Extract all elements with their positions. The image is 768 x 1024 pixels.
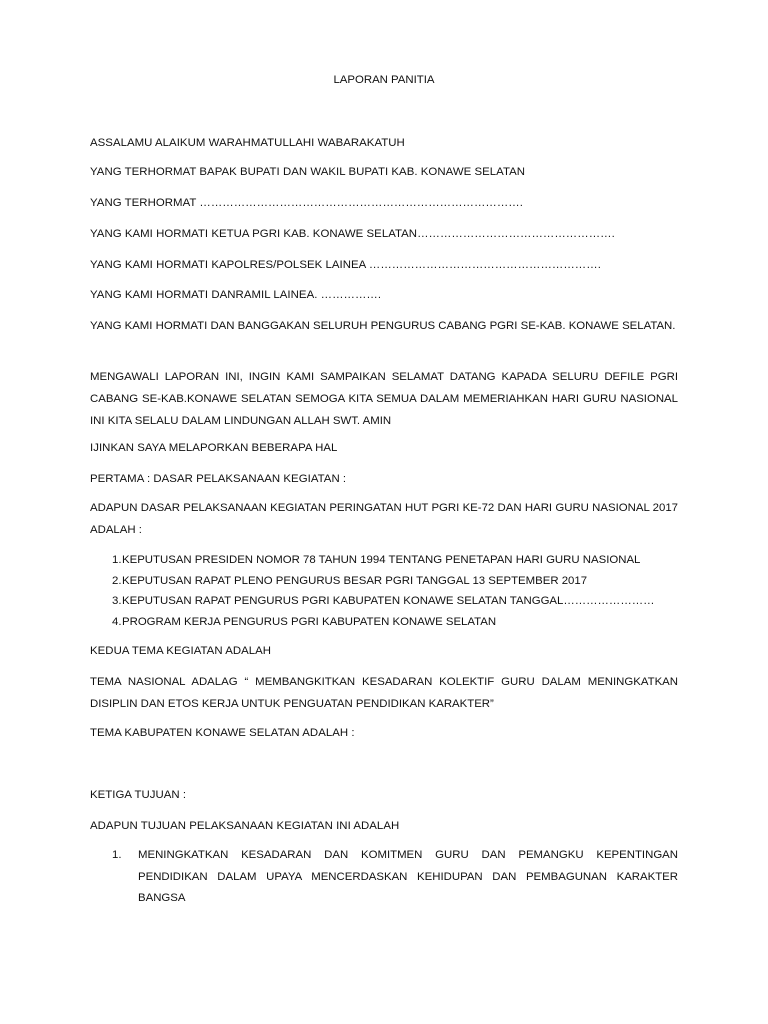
- list-item: [90, 594, 678, 608]
- list-item: [90, 553, 678, 567]
- opening-paragraph: MENGAWALI LAPORAN INI, INGIN KAMI SAMPAIKAN SELAMAT DATANG KAPADA SELURU DEFILE PGRI CABANG SE-KAB.KONAWE SELATAN SEMOGA KITA SEMUA DALAM MEMERIAHKAN HARI GURU NASIONAL INI KITA SELALU DALAM LINDUNGAN ALLAH SWT. AMIN: [90, 371, 678, 427]
- list-item-text: KEPUTUSAN RAPAT PENGURUS PGRI KABUPATEN KONAWE SELATAN TANGGAL……………………: [122, 595, 655, 608]
- permission-line: IJINKAN SAYA MELAPORKAN BEBERAPA HAL: [90, 442, 338, 454]
- list-item-text: KEPUTUSAN PRESIDEN NOMOR 78 TAHUN 1994 TENTANG PENETAPAN HARI GURU NASIONAL: [122, 554, 641, 566]
- list-item-number: 2.: [112, 574, 122, 587]
- greeting-danramil: YANG KAMI HORMATI DANRAMIL LAINEA. …………….: [90, 289, 382, 301]
- third-heading: KETIGA TUJUAN :: [90, 789, 187, 801]
- list-item-number: 3.: [112, 595, 122, 608]
- greeting-kapolres: YANG KAMI HORMATI KAPOLRES/POLSEK LAINEA …………………………………………………….: [90, 259, 601, 271]
- greeting-pengurus-paragraph: YANG KAMI HORMATI DAN BANGGAKAN SELURUH PENGURUS CABANG PGRI SE-KAB. KONAWE SELATAN.: [90, 320, 676, 332]
- greeting-bupati: YANG TERHORMAT BAPAK BUPATI DAN WAKIL BUPATI KAB. KONAWE SELATAN: [90, 166, 526, 178]
- list-item-text: KEPUTUSAN RAPAT PLENO PENGURUS BESAR PGRI TANGGAL 13 SEPTEMBER 2017: [122, 574, 588, 587]
- greeting-terhormat: YANG TERHORMAT ………………………………………………………………………….: [90, 197, 523, 209]
- list-item-number: 1.: [112, 849, 122, 861]
- first-heading: PERTAMA : DASAR PELAKSANAAN KEGIATAN :: [90, 473, 347, 485]
- second-heading: KEDUA TEMA KEGIATAN ADALAH: [90, 645, 272, 657]
- document-title: [0, 73, 768, 87]
- national-theme-paragraph: TEMA NASIONAL ADALAG “ MEMBANGKITKAN KESADARAN KOLEKTIF GURU DALAM MENINGKATKAN DISIPLIN DAN ETOS KERJA UNTUK PENGUATAN PENDIDIKAN KARAKTER”: [90, 676, 678, 710]
- first-intro-paragraph: ADAPUN DASAR PELAKSANAAN KEGIATAN PERINGATAN HUT PGRI KE-72 DAN HARI GURU NASIONAL 2017 ADALAH :: [90, 502, 678, 536]
- list-item-text: MENINGKATKAN KESADARAN DAN KOMITMEN GURU DAN PEMANGKU KEPENTINGAN PENDIDIKAN DALAM UPAYA MENCERDASKAN KEHIDUPAN DAN PEMBAGUNAN KARAKTER BANGSA: [138, 849, 678, 904]
- list-item: [90, 615, 678, 629]
- document-title-text: LAPORAN PANITIA: [333, 74, 435, 86]
- regional-theme-line: TEMA KABUPATEN KONAWE SELATAN ADALAH :: [90, 727, 355, 739]
- list-item-number: 1.: [112, 554, 122, 566]
- list-item-number: 4.: [112, 615, 122, 628]
- list-item-text: PROGRAM KERJA PENGURUS PGRI KABUPATEN KONAWE SELATAN: [122, 615, 497, 628]
- third-intro-line: ADAPUN TUJUAN PELAKSANAAN KEGIATAN INI ADALAH: [90, 820, 400, 832]
- bases-list: [90, 553, 678, 635]
- goals-list: [90, 845, 678, 910]
- list-item: [90, 574, 678, 588]
- list-item: [90, 845, 678, 910]
- greeting-ketua-pgri: YANG KAMI HORMATI KETUA PGRI KAB. KONAWE SELATAN…………………………………………….: [90, 228, 615, 240]
- salam-line: ASSALAMU ALAIKUM WARAHMATULLAHI WABARAKATUH: [90, 137, 405, 149]
